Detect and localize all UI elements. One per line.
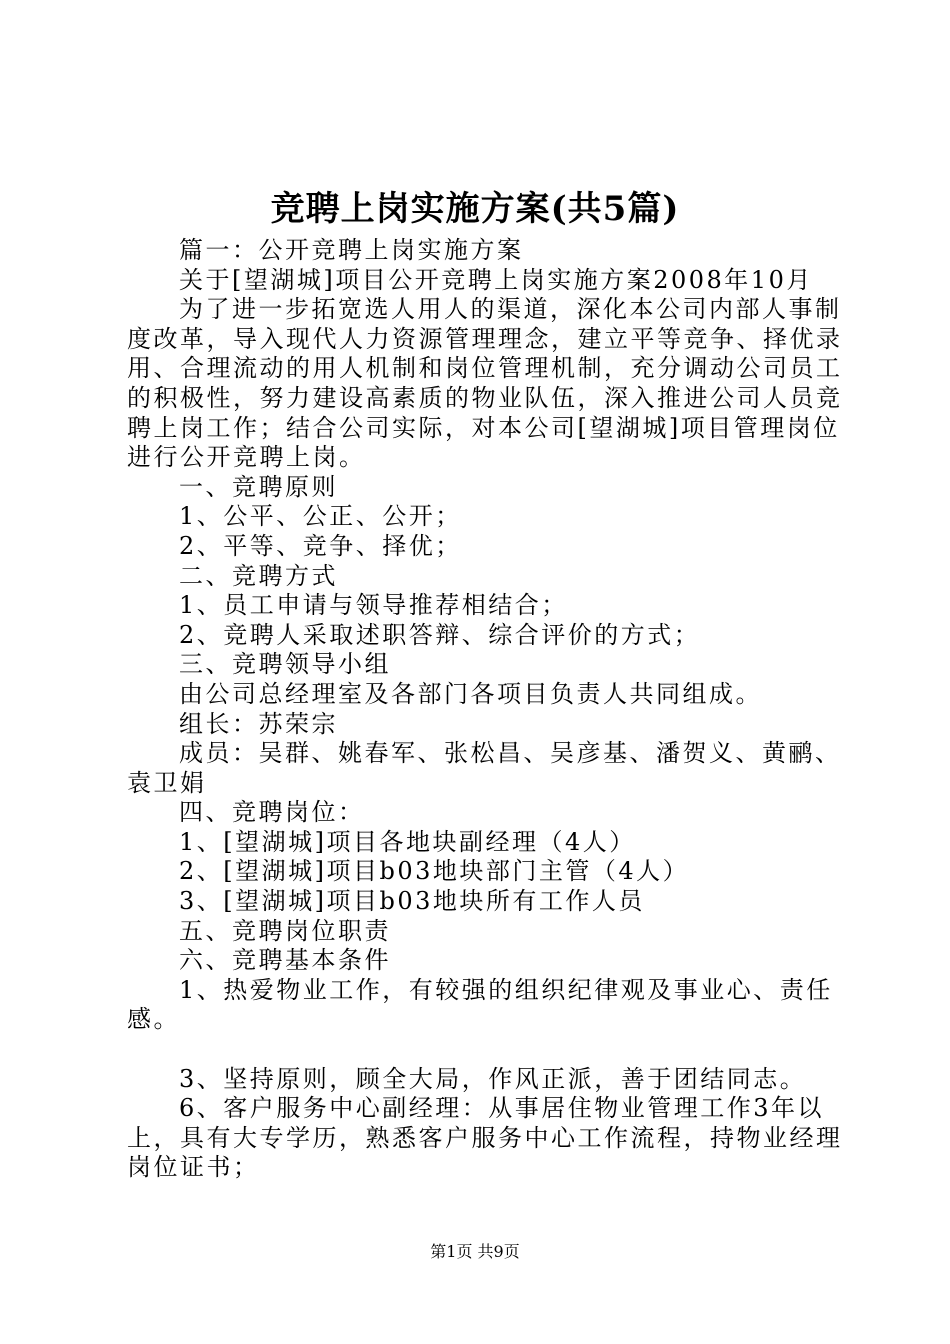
paragraph: 6、客户服务中心副经理：从事居住物业管理工作3年以上，具有大专学历，熟悉客户服务中心工作流程，持物业经理岗位证书； — [127, 1094, 843, 1182]
paragraph: 三、竞聘领导小组 — [179, 650, 391, 679]
document-title: 竞聘上岗实施方案(共5篇) — [270, 189, 680, 229]
paragraph: 关于[望湖城]项目公开竞聘上岗实施方案2008年10月 — [179, 265, 813, 294]
paragraph: 3、坚持原则，顾全大局，作风正派，善于团结同志。 — [179, 1064, 807, 1093]
paragraph: 篇一：公开竞聘上岗实施方案 — [179, 236, 524, 264]
paragraph: 成员：吴群、姚春军、张松昌、吴彦基、潘贺义、黄鹂、袁卫娟 — [127, 739, 842, 797]
paragraph: 四、竞聘岗位： — [179, 798, 365, 827]
document-body — [127, 236, 847, 1183]
paragraph: 3、[望湖城]项目b03地块所有工作人员 — [179, 887, 645, 916]
paragraph: 二、竞聘方式 — [179, 561, 338, 590]
paragraph: 1、[望湖城]项目各地块副经理（4人） — [179, 827, 636, 856]
paragraph: 1、员工申请与领导推荐相结合； — [179, 591, 568, 620]
paragraph: 1、热爱物业工作，有较强的组织纪律观及事业心、责任感。 — [127, 975, 833, 1034]
page-footer: 第1页 共9页 — [430, 1242, 520, 1261]
paragraph: 一、竞聘原则 — [179, 472, 338, 501]
paragraph: 2、[望湖城]项目b03地块部门主管（4人） — [179, 857, 690, 886]
paragraph: 2、竞聘人采取述职答辩、综合评价的方式； — [179, 620, 701, 649]
paragraph: 2、平等、竞争、择优； — [179, 531, 462, 560]
paragraph: 组长：苏荣宗 — [179, 709, 338, 738]
paragraph: 为了进一步拓宽选人用人的渠道，深化本公司内部人事制度改革，导入现代人力资源管理理念，建立平等竞争、择优录用、合理流动的用人机制和岗位管理机制，充分调动公司员工的积极性，努力建设高素质的物业队伍，深入推进公司人员竞聘上岗工作；结合公司实际，对本公司[望湖城]项目管理岗位进行公开竞聘上岗。 — [127, 295, 843, 472]
paragraph: 由公司总经理室及各部门各项目负责人共同组成。 — [179, 679, 762, 708]
blank-line — [127, 1035, 847, 1065]
paragraph: 1、公平、公正、公开； — [179, 502, 462, 531]
paragraph: 五、竞聘岗位职责 — [179, 916, 391, 945]
paragraph: 六、竞聘基本条件 — [179, 946, 391, 975]
